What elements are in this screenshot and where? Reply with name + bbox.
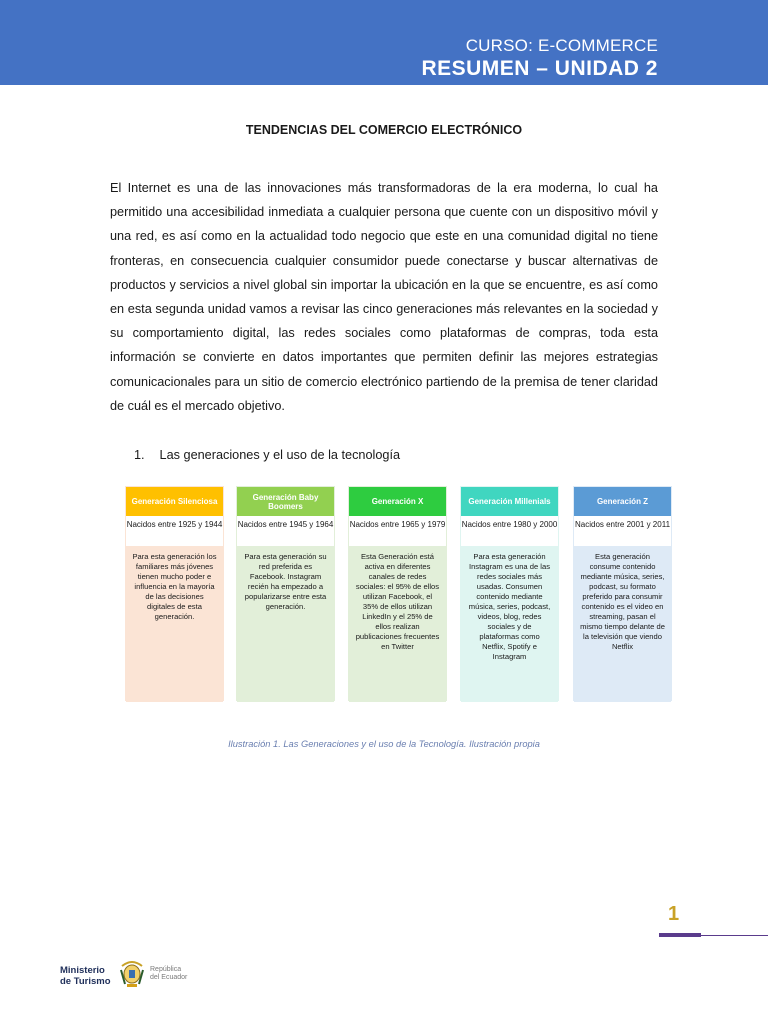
generation-card-text: Para esta generación los familiares más jóvenes tienen mucho poder e influencia en la mayoría de las decisiones digitales de esta generación.	[126, 546, 223, 702]
generation-card-header: Generación Millenials	[461, 487, 558, 516]
figure-caption: Ilustración 1. Las Generaciones y el uso de la Tecnología. Ilustración propia	[228, 739, 540, 749]
republic-logo-text	[150, 966, 192, 982]
generation-card-baby-boomers	[236, 486, 335, 701]
header-banner	[0, 0, 768, 85]
generation-card-text: Esta generación consume contenido mediante música, series, podcast, su formato preferido para consumir contenido es el video en streaming, pasan el mismo tiempo delante de la televisión que viendo Netflix	[574, 546, 671, 702]
ecuador-seal-icon	[118, 958, 146, 988]
generation-card-text: Para esta generación Instagram es una de las redes sociales más usadas. Consumen contenido mediante música, series, podcast, videos, blog, redes sociales y de plataformas como Netflix, Spotify e Instagram	[461, 546, 558, 702]
generation-card-text: Para esta generación su red preferida es Facebook. Instagram recién ha empezado a popularizarse entre esta generación.	[237, 546, 334, 702]
list-text: Las generaciones y el uso de la tecnología	[159, 448, 401, 462]
generation-card-born: Nacidos entre 1925 y 1944	[126, 516, 223, 546]
list-number: 1.	[134, 448, 145, 462]
numbered-list-item	[134, 448, 400, 462]
course-title: CURSO: E-COMMERCE	[465, 36, 658, 55]
generation-card-born: Nacidos entre 1965 y 1979	[349, 516, 446, 546]
generation-card-header: Generación Baby Boomers	[237, 487, 334, 516]
page-number: 1	[668, 903, 680, 925]
ministry-name: Ministerio de Turismo	[60, 965, 111, 987]
generation-card-born: Nacidos entre 1945 y 1964	[237, 516, 334, 546]
generation-card-z	[573, 486, 672, 701]
republic-name: República del Ecuador	[150, 966, 188, 981]
page-rule	[701, 935, 768, 936]
generation-card-header: Generación X	[349, 487, 446, 516]
generation-card-born: Nacidos entre 2001 y 2011	[574, 516, 671, 546]
generation-card-header: Generación Z	[574, 487, 671, 516]
intro-paragraph: El Internet es una de las innovaciones más transformadoras de la era moderna, lo cual ha permitido una accesibilidad inmediata a cualquier persona que cuente con un dispositivo móvil y una red, es así como en la actualidad todo negocio que este en una comunidad digital no tiene fronteras, en consecuencia cualquier consumidor puede conectarse y buscar alternativas de productos y servicios a nivel global sin importar la ubicación en la que se encuentre, es así como en esta segunda unidad vamos a revisar las cinco generaciones más relevantes en la sociedad y su comportamiento digital, las redes sociales como plataformas de compras, toda esta información se convierte en datos importantes que permiten definir las mejores estrategias comunicacionales para un sitio de comercio electrónico partiendo de la premisa de tener claridad de cuál es el mercado objetivo.	[110, 181, 658, 413]
generation-card-silenciosa	[125, 486, 224, 701]
generation-card-millenials	[460, 486, 559, 701]
generation-card-born: Nacidos entre 1980 y 2000	[461, 516, 558, 546]
document-title: TENDENCIAS DEL COMERCIO ELECTRÓNICO	[245, 123, 523, 137]
unit-title: RESUMEN – UNIDAD 2	[421, 57, 658, 80]
generation-card-header: Generación Silenciosa	[126, 487, 223, 516]
page-rule-accent	[659, 933, 701, 937]
generation-card-x	[348, 486, 447, 701]
ministry-logo-text	[60, 965, 116, 987]
generation-card-text: Esta Generación está activa en diferentes canales de redes sociales: el 95% de ellos utilizan Facebook, el 35% de ellos utilizan LinkedIn y el 25% de ellos realizan publicaciones frecuentes en Twitter	[349, 546, 446, 702]
